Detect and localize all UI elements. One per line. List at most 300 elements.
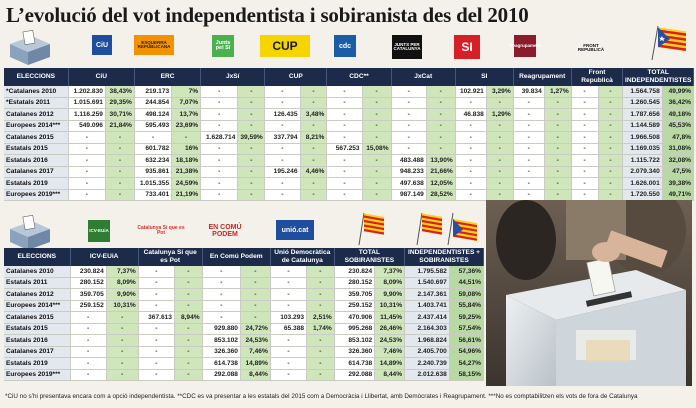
ind-cell: 1.015.691	[68, 97, 105, 109]
sob-row-label: Europees 2019***	[4, 369, 70, 381]
ind-cell: -	[571, 143, 598, 155]
sob-cell: 1.540.697	[405, 277, 450, 289]
ind-cell: -	[68, 143, 105, 155]
sob-cell: 1.795.582	[405, 266, 450, 277]
sob-row-label: Estatals 2019	[4, 358, 70, 370]
ind-cell: -	[327, 86, 362, 97]
ind-header-0: ELECCIONS	[4, 68, 68, 86]
ind-row	[4, 86, 694, 97]
sob-cell: 26,46%	[375, 323, 405, 335]
ind-cell: 1.626.001	[623, 178, 662, 190]
ind-cell: 2.079.340	[623, 166, 662, 178]
sovereignist-logo-3: unió.cat	[276, 220, 314, 240]
party-logos-row	[0, 33, 696, 65]
ind-cell: -	[486, 132, 513, 144]
sob-row	[4, 323, 484, 335]
sob-cell: 853.102	[202, 335, 240, 347]
ind-cell: -	[238, 86, 265, 97]
sob-row	[4, 335, 484, 347]
ballot-box-icon-2	[4, 215, 52, 251]
sob-cell: -	[138, 335, 174, 347]
ind-cell: -	[544, 155, 571, 167]
sob-cell: 259.152	[70, 300, 106, 312]
ind-cell: 1,27%	[544, 86, 571, 97]
sob-cell: -	[138, 346, 174, 358]
ind-row-label: Catalanes 2017	[4, 166, 68, 178]
ind-cell: 47,5%	[662, 166, 693, 178]
ind-row-label: Estatals 2016	[4, 155, 68, 167]
ind-cell: 46.838	[455, 109, 486, 121]
party-logo-3: CUP	[260, 35, 310, 57]
sob-cell: -	[270, 300, 306, 312]
sob-cell: 8,09%	[106, 277, 138, 289]
ind-cell: -	[426, 120, 455, 132]
ind-cell: -	[238, 120, 265, 132]
sob-cell: 614.738	[202, 358, 240, 370]
sovereignist-votes-table	[4, 248, 484, 381]
ind-cell: 632.234	[134, 155, 171, 167]
ind-cell: -	[238, 97, 265, 109]
ind-cell: -	[105, 166, 134, 178]
ind-header-7: SI	[455, 68, 513, 86]
sob-header-5: TOTAL SOBIRANISTES	[334, 248, 404, 266]
ind-cell: -	[513, 166, 544, 178]
ind-cell: -	[201, 97, 238, 109]
ind-cell: -	[300, 155, 327, 167]
ind-cell: 1.564.758	[623, 86, 662, 97]
sob-cell: -	[174, 346, 202, 358]
ind-cell: -	[513, 97, 544, 109]
sob-cell: 57,36%	[449, 266, 483, 277]
sovereignist-logo-0: ICV-EUiA	[88, 220, 110, 242]
chart-title: L’evolució del vot independentista i sobiranista des del 2010	[6, 3, 529, 27]
ind-cell: -	[238, 178, 265, 190]
ind-cell: 30,71%	[105, 109, 134, 121]
ind-cell: 497.638	[391, 178, 426, 190]
ind-cell: -	[598, 132, 623, 144]
sob-cell: 9,90%	[375, 289, 405, 301]
sob-cell: 58,15%	[449, 369, 483, 381]
sob-cell: -	[270, 289, 306, 301]
sob-cell: 55,84%	[449, 300, 483, 312]
ind-cell: 1.144.589	[623, 120, 662, 132]
ind-cell: 483.488	[391, 155, 426, 167]
ind-cell: -	[300, 189, 327, 201]
ind-cell: -	[513, 155, 544, 167]
ind-cell: 39,59%	[238, 132, 265, 144]
ind-cell: -	[327, 189, 362, 201]
sob-header-0: ELECCIONS	[4, 248, 70, 266]
ind-cell: -	[68, 155, 105, 167]
sob-row-label: Catalanes 2012	[4, 289, 70, 301]
sob-cell: 2.405.700	[405, 346, 450, 358]
ind-cell: -	[455, 97, 486, 109]
ind-cell: -	[327, 178, 362, 190]
ind-row	[4, 132, 694, 144]
sob-cell: 7,37%	[106, 266, 138, 277]
sob-cell: -	[106, 323, 138, 335]
ind-cell: 3,48%	[300, 109, 327, 121]
voting-photo	[486, 200, 692, 386]
sob-row	[4, 369, 484, 381]
ind-cell: 3,29%	[486, 86, 513, 97]
sob-cell: 326.360	[334, 346, 374, 358]
ind-cell: -	[598, 189, 623, 201]
ind-cell: 549.096	[68, 120, 105, 132]
sob-cell: 7,46%	[375, 346, 405, 358]
ind-cell: 29,35%	[105, 97, 134, 109]
ind-row	[4, 120, 694, 132]
sob-header-1: ICV-EUiA	[70, 248, 138, 266]
ind-header-9: Front Republicà	[571, 68, 623, 86]
sob-cell: 2.012.638	[405, 369, 450, 381]
ind-row-label: Catalanes 2012	[4, 109, 68, 121]
ind-cell: 21,38%	[172, 166, 201, 178]
ind-cell: 45,53%	[662, 120, 693, 132]
sob-cell: 1.403.741	[405, 300, 450, 312]
sob-cell: -	[270, 335, 306, 347]
ind-cell: 49,99%	[662, 86, 693, 97]
party-logo-5: JUNTS PER CATALUNYA	[392, 35, 422, 59]
sob-cell: 614.738	[334, 358, 374, 370]
ind-cell: 23,69%	[172, 120, 201, 132]
ind-cell: 1.260.545	[623, 97, 662, 109]
ind-cell: -	[544, 189, 571, 201]
sob-cell: 8,09%	[375, 277, 405, 289]
sob-cell: 470.906	[334, 312, 374, 324]
ind-cell: 36,42%	[662, 97, 693, 109]
sob-row	[4, 277, 484, 289]
ind-row-label: *Catalanes 2010	[4, 86, 68, 97]
ind-cell: -	[327, 97, 362, 109]
ind-cell: -	[238, 155, 265, 167]
ind-cell: 49,71%	[662, 189, 693, 201]
ind-cell: -	[265, 86, 300, 97]
sob-cell: 7,46%	[240, 346, 270, 358]
sob-cell: -	[174, 369, 202, 381]
ind-cell: -	[391, 132, 426, 144]
ind-cell: -	[544, 132, 571, 144]
ind-cell: -	[134, 132, 171, 144]
sob-cell: -	[138, 289, 174, 301]
sob-cell: 929.880	[202, 323, 240, 335]
ind-cell: -	[571, 132, 598, 144]
ind-cell: 195.246	[265, 166, 300, 178]
ind-cell: -	[201, 120, 238, 132]
ind-cell: -	[571, 97, 598, 109]
sob-cell: 10,31%	[106, 300, 138, 312]
sob-cell: -	[240, 289, 270, 301]
sob-cell: -	[270, 358, 306, 370]
sob-cell: -	[307, 266, 335, 277]
ind-cell: -	[362, 86, 391, 97]
flags-pair-icon	[414, 210, 480, 246]
sob-cell: 2.147.361	[405, 289, 450, 301]
ind-cell: 498.124	[134, 109, 171, 121]
sob-cell: -	[202, 300, 240, 312]
ind-cell: -	[201, 189, 238, 201]
sob-cell: 292.088	[334, 369, 374, 381]
ind-cell: -	[513, 178, 544, 190]
ind-cell: -	[426, 86, 455, 97]
ind-cell: -	[571, 120, 598, 132]
sob-cell: -	[307, 289, 335, 301]
sob-cell: -	[138, 369, 174, 381]
sob-cell: 1,74%	[307, 323, 335, 335]
sob-row-label: Estatals 2011	[4, 277, 70, 289]
sob-cell: -	[174, 300, 202, 312]
ind-cell: -	[362, 132, 391, 144]
ind-cell: -	[105, 189, 134, 201]
party-logo-4: cdc	[334, 35, 356, 57]
ind-cell: -	[265, 120, 300, 132]
sob-cell: 8,94%	[174, 312, 202, 324]
sob-cell: 8,44%	[375, 369, 405, 381]
sob-cell: -	[70, 358, 106, 370]
ind-cell: -	[486, 143, 513, 155]
ind-cell: -	[455, 178, 486, 190]
ind-cell: -	[455, 120, 486, 132]
sob-header-4: Unió Democràtica de Catalunya	[270, 248, 334, 266]
ind-cell: -	[265, 155, 300, 167]
sob-row	[4, 300, 484, 312]
sob-row-label: Estatals 2015	[4, 323, 70, 335]
sob-cell: 14,89%	[240, 358, 270, 370]
ind-cell: -	[455, 143, 486, 155]
ind-cell: 28,52%	[426, 189, 455, 201]
ind-cell: -	[486, 155, 513, 167]
ind-header-1: CiU	[68, 68, 134, 86]
ind-cell: -	[300, 97, 327, 109]
sob-header-2: Catalunya Sí que es Pot	[138, 248, 202, 266]
ind-cell: -	[571, 109, 598, 121]
ind-header-4: CUP	[265, 68, 327, 86]
sob-header-3: En Comú Podem	[202, 248, 270, 266]
sob-cell: -	[138, 277, 174, 289]
sob-cell: 2.437.414	[405, 312, 450, 324]
ind-cell: -	[300, 120, 327, 132]
sob-cell: -	[138, 300, 174, 312]
sob-cell: 326.360	[202, 346, 240, 358]
party-logo-1: ESQUERRA REPUBLICANA	[134, 35, 174, 55]
ind-row-label: *Estatals 2011	[4, 97, 68, 109]
ind-cell: -	[238, 189, 265, 201]
ind-cell: -	[238, 143, 265, 155]
ind-cell: -	[571, 155, 598, 167]
ind-cell: 32,08%	[662, 155, 693, 167]
ind-cell: 1.015.355	[134, 178, 171, 190]
ind-cell: -	[300, 178, 327, 190]
footnote: *CiU no s’hi presentava encara com a opció independentista. **CDC es va presentar a les estatals del 2015 com a Democràcia i Llibertat, amb Demòcrates i Reagrupament. ***No es comptabilitzen els vots de fora de Catalunya	[5, 393, 638, 400]
ind-cell: 39.834	[513, 86, 544, 97]
ind-cell: -	[265, 97, 300, 109]
ind-header-2: ERC	[134, 68, 200, 86]
sob-cell: -	[106, 312, 138, 324]
estelada-flag-icon	[648, 24, 690, 62]
ind-cell: -	[598, 120, 623, 132]
party-logo-8: FRONT REPUBLICÀ	[580, 35, 602, 61]
ind-cell: -	[426, 132, 455, 144]
sob-cell: -	[202, 312, 240, 324]
ind-cell: -	[362, 166, 391, 178]
sob-cell: -	[174, 323, 202, 335]
sob-cell: -	[70, 323, 106, 335]
sob-cell: 8,44%	[240, 369, 270, 381]
ind-cell: 39,38%	[662, 178, 693, 190]
sob-cell: 11,45%	[375, 312, 405, 324]
ind-cell: 15,08%	[362, 143, 391, 155]
ind-cell: 733.401	[134, 189, 171, 201]
ind-cell: 948.233	[391, 166, 426, 178]
ind-cell: -	[238, 166, 265, 178]
ind-cell: -	[544, 109, 571, 121]
ind-cell: 13,7%	[172, 109, 201, 121]
sob-cell: 292.088	[202, 369, 240, 381]
sob-cell: -	[202, 289, 240, 301]
ind-cell: -	[426, 97, 455, 109]
sob-cell: -	[270, 346, 306, 358]
ind-cell: -	[544, 120, 571, 132]
ind-cell: 1.116.259	[68, 109, 105, 121]
sob-cell: -	[307, 335, 335, 347]
ind-cell: -	[426, 143, 455, 155]
ind-cell: -	[455, 166, 486, 178]
sob-cell: 853.102	[334, 335, 374, 347]
party-logo-6: SI	[454, 35, 480, 59]
ind-cell: 601.782	[134, 143, 171, 155]
ind-cell: -	[68, 189, 105, 201]
ind-cell: 18,18%	[172, 155, 201, 167]
ind-row-label: Europees 2019***	[4, 189, 68, 201]
ind-cell: -	[544, 143, 571, 155]
ind-cell: -	[391, 86, 426, 97]
ind-cell: 1,29%	[486, 109, 513, 121]
ind-row	[4, 109, 694, 121]
sob-cell: 995.268	[334, 323, 374, 335]
ind-cell: -	[265, 178, 300, 190]
ind-cell: -	[201, 166, 238, 178]
ind-cell: 8,21%	[300, 132, 327, 144]
sob-cell: -	[240, 312, 270, 324]
ind-row-label: Estatals 2019	[4, 178, 68, 190]
independentist-votes-table	[4, 68, 694, 201]
ind-cell: -	[300, 143, 327, 155]
ind-cell: -	[486, 166, 513, 178]
ind-cell: 21,84%	[105, 120, 134, 132]
sob-row	[4, 312, 484, 324]
sob-cell: -	[70, 335, 106, 347]
ind-cell: 12,05%	[426, 178, 455, 190]
ind-cell: 7%	[172, 86, 201, 97]
sob-cell: -	[307, 346, 335, 358]
sob-cell: 9,90%	[106, 289, 138, 301]
ind-header-5: CDC**	[327, 68, 391, 86]
sob-cell: -	[138, 323, 174, 335]
ind-cell: -	[598, 155, 623, 167]
sob-row-label: Catalanes 2015	[4, 312, 70, 324]
sob-cell: 367.613	[138, 312, 174, 324]
sob-cell: 230.824	[70, 266, 106, 277]
ind-cell: -	[598, 86, 623, 97]
ind-cell: 1.628.714	[201, 132, 238, 144]
ind-cell: 49,18%	[662, 109, 693, 121]
ind-header-6: JxCat	[391, 68, 455, 86]
sob-cell: -	[106, 346, 138, 358]
ind-cell: 1.720.550	[623, 189, 662, 201]
ind-cell: -	[300, 86, 327, 97]
ind-cell: -	[362, 155, 391, 167]
ind-cell: 1.169.035	[623, 143, 662, 155]
ind-cell: -	[327, 166, 362, 178]
ind-cell: -	[391, 109, 426, 121]
ind-cell: -	[105, 132, 134, 144]
ind-cell: -	[571, 178, 598, 190]
ind-cell: -	[544, 178, 571, 190]
sob-cell: 24,72%	[240, 323, 270, 335]
sob-header-6: INDEPENDENTISTES + SOBIRANISTES	[405, 248, 484, 266]
sob-cell: 14,89%	[375, 358, 405, 370]
ind-cell: -	[362, 97, 391, 109]
sob-cell: -	[106, 335, 138, 347]
ind-cell: -	[105, 155, 134, 167]
ind-cell: -	[105, 178, 134, 190]
ind-row-label: Estatals 2015	[4, 143, 68, 155]
ind-cell: -	[68, 178, 105, 190]
sob-cell: -	[174, 266, 202, 277]
ind-cell: -	[426, 109, 455, 121]
ind-cell: -	[201, 178, 238, 190]
sob-cell: 59,08%	[449, 289, 483, 301]
ind-cell: -	[327, 120, 362, 132]
sob-cell: -	[106, 369, 138, 381]
ind-cell: -	[598, 166, 623, 178]
sob-cell: -	[70, 369, 106, 381]
ind-cell: 1.115.722	[623, 155, 662, 167]
sob-cell: -	[240, 277, 270, 289]
sob-cell: -	[202, 277, 240, 289]
sob-cell: -	[307, 277, 335, 289]
ind-header-8: Reagrupament	[513, 68, 571, 86]
ind-cell: -	[201, 143, 238, 155]
sob-cell: 359.705	[70, 289, 106, 301]
sob-cell: -	[240, 300, 270, 312]
ind-cell: 16%	[172, 143, 201, 155]
sob-cell: -	[138, 266, 174, 277]
ind-cell: -	[571, 86, 598, 97]
ind-cell: -	[486, 178, 513, 190]
sob-cell: -	[138, 358, 174, 370]
ind-cell: 21,66%	[426, 166, 455, 178]
ind-row	[4, 166, 694, 178]
ind-cell: -	[238, 109, 265, 121]
sob-row-label: Estatals 2016	[4, 335, 70, 347]
sob-row	[4, 358, 484, 370]
sob-row	[4, 289, 484, 301]
sob-cell: -	[106, 358, 138, 370]
ind-cell: 1.787.656	[623, 109, 662, 121]
sob-cell: -	[174, 289, 202, 301]
sob-cell: 24,53%	[375, 335, 405, 347]
ind-cell: -	[513, 189, 544, 201]
sob-cell: -	[240, 266, 270, 277]
sob-cell: 1.968.824	[405, 335, 450, 347]
sob-cell: 24,53%	[240, 335, 270, 347]
ind-cell: -	[362, 109, 391, 121]
ind-cell: -	[598, 97, 623, 109]
ind-row	[4, 178, 694, 190]
ind-cell: -	[598, 143, 623, 155]
ind-row	[4, 155, 694, 167]
